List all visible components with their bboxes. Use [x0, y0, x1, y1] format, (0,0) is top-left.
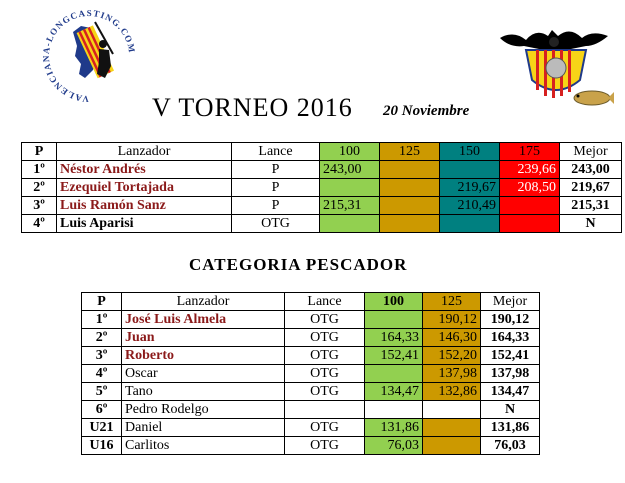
- position-cell: U16: [82, 437, 122, 455]
- score-175-cell: [500, 215, 560, 233]
- table-row: [82, 401, 540, 419]
- name-cell: Luis Aparisi: [57, 215, 232, 233]
- position-cell: 4º: [82, 365, 122, 383]
- score-100-cell: [365, 401, 423, 419]
- best-cell: 243,00: [560, 161, 622, 179]
- federation-logo: [496, 20, 614, 110]
- header-cell: Lanzador: [122, 293, 285, 311]
- lance-cell: P: [232, 197, 320, 215]
- score-100-cell: 243,00: [320, 161, 380, 179]
- position-cell: 1º: [22, 161, 57, 179]
- table-header-row: [82, 293, 540, 311]
- best-cell: 190,12: [481, 311, 540, 329]
- score-100-cell: [320, 179, 380, 197]
- score-125-cell: [423, 437, 481, 455]
- position-cell: 1º: [82, 311, 122, 329]
- name-cell: José Luis Almela: [122, 311, 285, 329]
- score-125-cell: 190,12: [423, 311, 481, 329]
- score-100-cell: 76,03: [365, 437, 423, 455]
- score-100-cell: 152,41: [365, 347, 423, 365]
- best-cell: 137,98: [481, 365, 540, 383]
- header-cell: Mejor: [481, 293, 540, 311]
- lance-cell: OTG: [285, 311, 365, 329]
- lance-cell: OTG: [285, 383, 365, 401]
- lance-cell: OTG: [232, 215, 320, 233]
- logo-ring-text: VALENCIANA-LONGCASTING.COM: [40, 7, 138, 105]
- category-title: CATEGORIA PESCADOR: [189, 255, 408, 274]
- score-150-cell: 210,49: [440, 197, 500, 215]
- name-cell: Roberto: [122, 347, 285, 365]
- name-cell: Luis Ramón Sanz: [57, 197, 232, 215]
- name-cell: Ezequiel Tortajada: [57, 179, 232, 197]
- table-row: [82, 311, 540, 329]
- name-cell: Juan: [122, 329, 285, 347]
- header-cell: 175: [500, 143, 560, 161]
- score-175-cell: 208,50: [500, 179, 560, 197]
- best-cell: N: [481, 401, 540, 419]
- header-cell: 100: [365, 293, 423, 311]
- header-cell: 150: [440, 143, 500, 161]
- results-table-main: [21, 142, 622, 233]
- score-125-cell: 146,30: [423, 329, 481, 347]
- event-date: 20 Noviembre: [383, 103, 470, 119]
- header-cell: 100: [320, 143, 380, 161]
- table-row: [82, 383, 540, 401]
- position-cell: 3º: [22, 197, 57, 215]
- position-cell: 2º: [22, 179, 57, 197]
- best-cell: N: [560, 215, 622, 233]
- score-125-cell: 137,98: [423, 365, 481, 383]
- name-cell: Tano: [122, 383, 285, 401]
- name-cell: Néstor Andrés: [57, 161, 232, 179]
- lance-cell: OTG: [285, 329, 365, 347]
- score-125-cell: [380, 161, 440, 179]
- score-125-cell: 152,20: [423, 347, 481, 365]
- header-cell: Lance: [232, 143, 320, 161]
- score-100-cell: [320, 215, 380, 233]
- score-175-cell: [500, 197, 560, 215]
- position-cell: 3º: [82, 347, 122, 365]
- position-cell: 6º: [82, 401, 122, 419]
- table-row: [82, 347, 540, 365]
- header-cell: 125: [423, 293, 481, 311]
- lance-cell: OTG: [285, 365, 365, 383]
- name-cell: Oscar: [122, 365, 285, 383]
- score-100-cell: 131,86: [365, 419, 423, 437]
- score-125-cell: 132,86: [423, 383, 481, 401]
- score-100-cell: 215,31: [320, 197, 380, 215]
- table-row: [82, 329, 540, 347]
- table-row: [22, 197, 622, 215]
- header-cell: P: [82, 293, 122, 311]
- header-cell: Lance: [285, 293, 365, 311]
- header-cell: Mejor: [560, 143, 622, 161]
- score-175-cell: 239,66: [500, 161, 560, 179]
- score-150-cell: 219,67: [440, 179, 500, 197]
- lance-cell: OTG: [285, 347, 365, 365]
- score-100-cell: [365, 311, 423, 329]
- best-cell: 219,67: [560, 179, 622, 197]
- results-table-pescador: [81, 292, 540, 455]
- table-row: [82, 365, 540, 383]
- score-125-cell: [380, 179, 440, 197]
- table-header-row: [22, 143, 622, 161]
- score-125-cell: [380, 215, 440, 233]
- best-cell: 131,86: [481, 419, 540, 437]
- table-row: [82, 419, 540, 437]
- name-cell: Pedro Rodelgo: [122, 401, 285, 419]
- position-cell: U21: [82, 419, 122, 437]
- score-100-cell: [365, 365, 423, 383]
- lance-cell: OTG: [285, 419, 365, 437]
- header-cell: 125: [380, 143, 440, 161]
- name-cell: Daniel: [122, 419, 285, 437]
- header-cell: Lanzador: [57, 143, 232, 161]
- club-logo: [33, 4, 145, 108]
- score-150-cell: [440, 161, 500, 179]
- lance-cell: OTG: [285, 437, 365, 455]
- position-cell: 5º: [82, 383, 122, 401]
- lance-cell: P: [232, 179, 320, 197]
- best-cell: 215,31: [560, 197, 622, 215]
- name-cell: Carlitos: [122, 437, 285, 455]
- lance-cell: P: [232, 161, 320, 179]
- position-cell: 4º: [22, 215, 57, 233]
- header-cell: P: [22, 143, 57, 161]
- best-cell: 152,41: [481, 347, 540, 365]
- best-cell: 76,03: [481, 437, 540, 455]
- score-100-cell: 164,33: [365, 329, 423, 347]
- lance-cell: [285, 401, 365, 419]
- score-125-cell: [423, 419, 481, 437]
- table-row: [22, 215, 622, 233]
- best-cell: 164,33: [481, 329, 540, 347]
- score-150-cell: [440, 215, 500, 233]
- table-row: [82, 437, 540, 455]
- score-125-cell: [380, 197, 440, 215]
- best-cell: 134,47: [481, 383, 540, 401]
- score-100-cell: 134,47: [365, 383, 423, 401]
- page-title: V TORNEO 2016: [152, 93, 353, 122]
- table-row: [22, 179, 622, 197]
- position-cell: 2º: [82, 329, 122, 347]
- table-row: [22, 161, 622, 179]
- score-125-cell: [423, 401, 481, 419]
